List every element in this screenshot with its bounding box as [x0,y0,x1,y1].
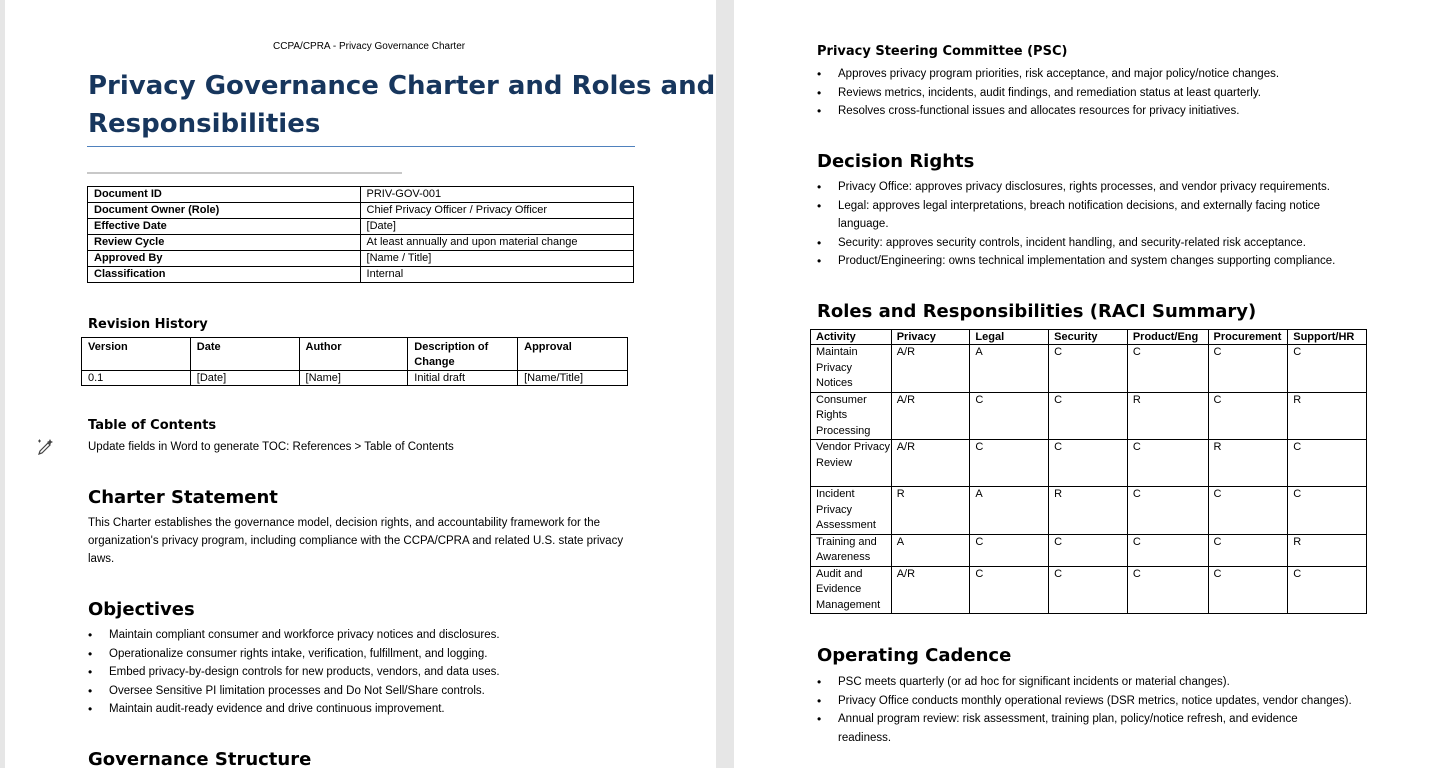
raci-assignment-cell: C [970,440,1049,487]
raci-assignment-cell: R [1288,392,1367,440]
toc-instruction: Update fields in Word to generate TOC: References > Table of Contents [88,441,454,453]
metadata-value: Chief Privacy Officer / Privacy Officer [360,203,633,219]
raci-assignment-cell: A [970,487,1049,535]
document-title [88,67,715,143]
metadata-row [88,187,634,203]
raci-assignment-cell: C [1049,566,1128,614]
raci-assignment-cell: A/R [891,566,970,614]
decision-rights-list [817,178,1437,271]
raci-assignment-cell: C [1208,392,1288,440]
raci-assignment-cell: A [970,345,1049,393]
revision-row [82,371,628,386]
title-underline [87,146,635,147]
raci-activity-cell: Maintain Privacy Notices [811,345,892,393]
psc-item: • Resolves cross-functional issues and allocates resources for privacy initiatives. [817,102,1437,121]
raci-assignment-cell: C [970,392,1049,440]
metadata-row [88,219,634,235]
raci-row [811,487,1367,535]
metadata-row [88,203,634,219]
objective-item: • Operationalize consumer rights intake, verification, fulfillment, and logging. [88,645,688,664]
revision-column-header: Description of Change [408,338,518,371]
metadata-key: Document Owner (Role) [88,203,361,219]
raci-column-header: Product/Eng [1127,330,1208,345]
raci-column-header: Procurement [1208,330,1288,345]
raci-row [811,392,1367,440]
revision-cell: [Date] [190,371,299,386]
raci-row [811,534,1367,566]
raci-table [810,329,1367,614]
cadence-item: • Annual program review: risk assessment, training plan, policy/notice refresh, and evidence [817,710,1437,729]
decision-right-item: • Security: approves security controls, incident handling, and security-related risk acceptance. [817,234,1437,253]
raci-assignment-cell: C [970,534,1049,566]
revision-column-header: Author [299,338,408,371]
raci-column-header: Legal [970,330,1049,345]
raci-column-header: Security [1049,330,1128,345]
raci-activity-cell: Audit and Evidence Management [811,566,892,614]
metadata-value: [Name / Title] [360,251,633,267]
document-title-line-1: Privacy Governance Charter and Roles and [88,71,716,101]
psc-item: • Approves privacy program priorities, risk acceptance, and major policy/notice changes. [817,65,1437,84]
raci-assignment-cell: C [1049,392,1128,440]
raci-assignment-cell: C [1127,487,1208,535]
raci-assignment-cell: R [1208,440,1288,487]
metadata-value: Internal [360,267,633,283]
raci-assignment-cell: R [1049,487,1128,535]
revision-cell: [Name/Title] [518,371,628,386]
raci-assignment-cell: C [1127,534,1208,566]
raci-assignment-cell: C [1208,345,1288,393]
raci-assignment-cell: C [1049,534,1128,566]
raci-assignment-cell: C [1208,487,1288,535]
governance-structure-heading: Governance Structure [88,749,312,768]
raci-header-row [811,330,1367,345]
operating-cadence-heading: Operating Cadence [817,645,1012,666]
raci-column-header: Privacy [891,330,970,345]
raci-activity-cell: Vendor Privacy Review [811,440,892,487]
metadata-value: PRIV-GOV-001 [360,187,633,203]
psc-list [817,65,1437,121]
revision-column-header: Date [190,338,299,371]
cadence-item: • Privacy Office conducts monthly operational reviews (DSR metrics, notice updates, vendor changes). [817,692,1437,711]
objectives-heading: Objectives [88,599,195,620]
raci-assignment-cell: A/R [891,345,970,393]
document-title-line-2: Responsibilities [88,109,321,139]
metadata-key: Document ID [88,187,361,203]
revision-cell: Initial draft [408,371,518,386]
document-metadata-table [87,186,634,283]
revision-column-header: Version [82,338,191,371]
document-page-1 [5,0,716,768]
decision-right-item: language. [838,218,889,230]
metadata-row [88,235,634,251]
raci-assignment-cell: C [1127,440,1208,487]
page-header: CCPA/CPRA - Privacy Governance Charter [273,41,466,52]
revision-cell: [Name] [299,371,408,386]
psc-heading: Privacy Steering Committee (PSC) [817,44,1068,59]
raci-activity-cell: Consumer Rights Processing [811,392,892,440]
raci-assignment-cell: R [1288,534,1367,566]
metadata-key: Classification [88,267,361,283]
metadata-key: Effective Date [88,219,361,235]
raci-assignment-cell: C [1288,566,1367,614]
revision-cell: 0.1 [82,371,191,386]
raci-row [811,566,1367,614]
cadence-item: • PSC meets quarterly (or ad hoc for significant incidents or material changes). [817,673,1437,692]
raci-assignment-cell: A/R [891,440,970,487]
charter-line: laws. [88,553,115,565]
decision-right-item: • Privacy Office: approves privacy disclosures, rights processes, and vendor privacy requirements. [817,178,1437,197]
raci-column-header: Activity [811,330,892,345]
raci-assignment-cell: C [1288,440,1367,487]
raci-assignment-cell: C [1127,566,1208,614]
raci-activity-cell: Incident Privacy Assessment [811,487,892,535]
smart-edit-icon[interactable] [36,437,54,455]
metadata-key: Approved By [88,251,361,267]
document-page-2 [734,0,1456,768]
raci-heading: Roles and Responsibilities (RACI Summary) [817,301,1257,322]
charter-line: organization's privacy program, including compliance with the CCPA/CPRA and related U.S. state privacy [88,535,624,547]
raci-assignment-cell: C [1288,487,1367,535]
objective-item: • Maintain compliant consumer and workforce privacy notices and disclosures. [88,626,688,645]
raci-assignment-cell: C [1049,345,1128,393]
cadence-item: readiness. [838,731,892,744]
charter-statement-heading: Charter Statement [88,487,278,508]
revision-column-header: Approval [518,338,628,371]
revision-history-heading: Revision History [88,317,208,332]
objective-item: • Oversee Sensitive PI limitation processes and Do Not Sell/Share controls. [88,682,688,701]
decision-rights-heading: Decision Rights [817,151,975,172]
raci-activity-cell: Training and Awareness [811,534,892,566]
operating-cadence-list [817,673,1437,747]
raci-row [811,345,1367,393]
raci-column-header: Support/HR [1288,330,1367,345]
psc-item: • Reviews metrics, incidents, audit findings, and remediation status at least quarterly. [817,84,1437,103]
raci-assignment-cell: C [1049,440,1128,487]
metadata-row [88,267,634,283]
raci-assignment-cell: A [891,534,970,566]
revision-header-row [82,338,628,371]
metadata-row [88,251,634,267]
raci-assignment-cell: C [1208,566,1288,614]
raci-assignment-cell: C [1288,345,1367,393]
objective-item: • Maintain audit-ready evidence and drive continuous improvement. [88,700,688,719]
raci-assignment-cell: C [970,566,1049,614]
raci-assignment-cell: C [1208,534,1288,566]
charter-statement-text [88,514,648,568]
charter-line: This Charter establishes the governance model, decision rights, and accountability framework for the [88,517,601,529]
raci-assignment-cell: A/R [891,392,970,440]
metadata-value: [Date] [360,219,633,235]
title-divider [87,172,402,174]
raci-assignment-cell: R [891,487,970,535]
metadata-key: Review Cycle [88,235,361,251]
metadata-value: At least annually and upon material change [360,235,633,251]
raci-assignment-cell: R [1127,392,1208,440]
objective-item: • Embed privacy-by-design controls for new products, vendors, and data uses. [88,663,688,682]
decision-right-item: • Legal: approves legal interpretations, breach notification decisions, and externally facing notice [817,197,1437,216]
raci-row [811,440,1367,487]
objectives-list [88,626,688,719]
decision-right-item: • Product/Engineering: owns technical implementation and system changes supporting compliance. [817,252,1437,271]
toc-heading: Table of Contents [88,418,217,433]
raci-assignment-cell: C [1127,345,1208,393]
revision-history-table [81,337,628,386]
